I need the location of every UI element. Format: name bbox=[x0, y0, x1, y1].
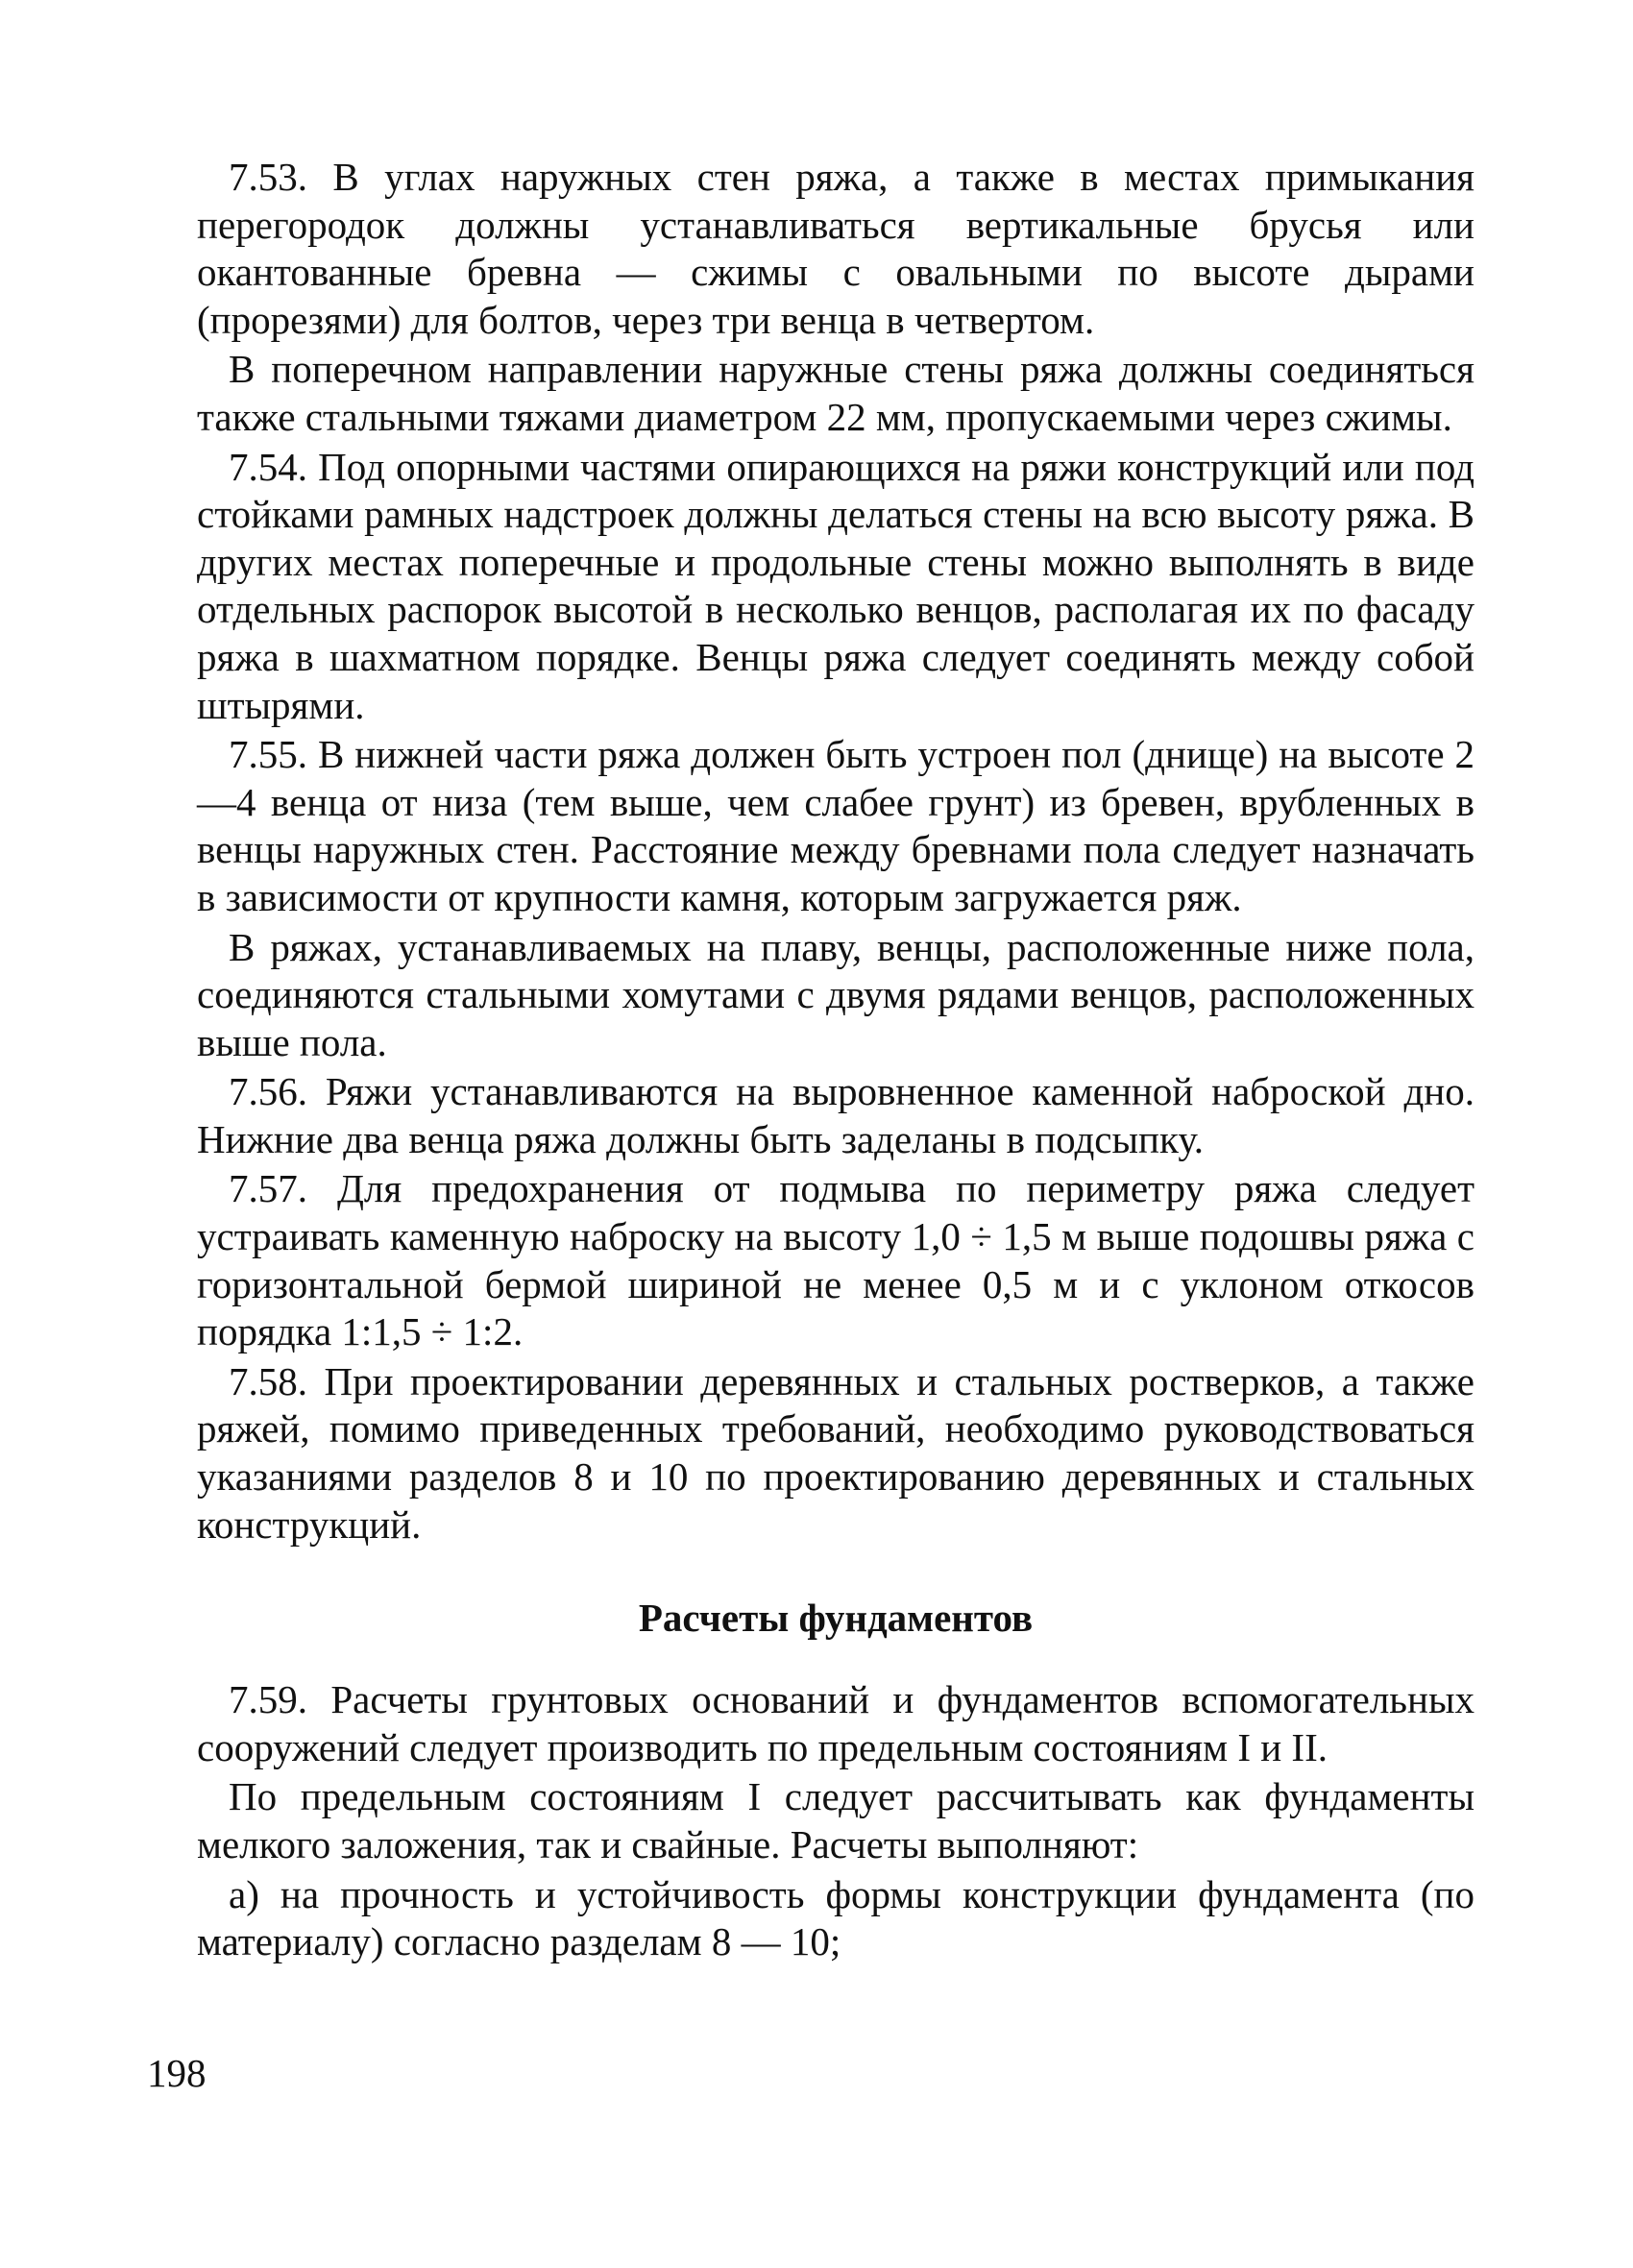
paragraph-limit-states: По предельным состояниям I следует рассчитывать как фундаменты мелкого заложения, так и свайные. Расчеты выполняют: bbox=[197, 1774, 1475, 1866]
paragraph-item-a: а) на прочность и устойчивость формы конструкции фундамента (по материалу) согласно разделам 8 — 10; bbox=[197, 1871, 1475, 1964]
paragraph-7-59: 7.59. Расчеты грунтовых оснований и фундаментов вспомогательных сооружений следует производить по предельным состояниям I и II. bbox=[197, 1677, 1475, 1769]
paragraph-7-55-cont: В ряжах, устанавливаемых на плаву, венцы, расположенные ниже пола, соединяются стальными хомутами с двумя рядами венцов, расположенных выше пола. bbox=[197, 924, 1475, 1064]
paragraph-7-56: 7.56. Ряжи устанавливаются на выровненное каменной наброской дно. Нижние два венца ряжа должны быть заделаны в подсыпку. bbox=[197, 1069, 1475, 1161]
paragraph-7-57: 7.57. Для предохранения от подмыва по периметру ряжа следует устраивать каменную наброску на высоту 1,0 ÷ 1,5 м выше подошвы ряжа с горизонтальной бермой шириной не менее 0,5 м и с уклоном откосов порядка 1:1,5 ÷ 1:2. bbox=[197, 1166, 1475, 1354]
paragraph-7-58: 7.58. При проектировании деревянных и стальных ростверков, а также ряжей, помимо приведенных требований, необходимо руководствоваться указаниями разделов 8 и 10 по проектированию деревянных и стальных конструкций. bbox=[197, 1358, 1475, 1547]
paragraph-7-53: 7.53. В углах наружных стен ряжа, а также в местах примыкания перегородок должны устанавливаться вертикальные брусья или окантованные бревна — сжимы с овальными по высоте дырами (прорезями) для болтов, через три венца в четвертом. bbox=[197, 155, 1475, 342]
page-body bbox=[197, 154, 1475, 1968]
page-number: 198 bbox=[147, 2051, 207, 2095]
paragraph-7-53-cont: В поперечном направлении наружные стены ряжа должны соединяться также стальными тяжами диаметром 22 мм, пропускаемыми через сжимы. bbox=[197, 347, 1475, 439]
section-heading: Расчеты фундаментов bbox=[638, 1596, 1034, 1641]
paragraph-7-55: 7.55. В нижней части ряжа должен быть устроен пол (днище) на высоте 2—4 венца от низа (тем выше, чем слабее грунт) из бревен, врубленных в венцы наружных стен. Расстояние между бревнами пола следует назначать в зависимости от крупности камня, которым загружается ряж. bbox=[197, 732, 1475, 919]
paragraph-7-54: 7.54. Под опорными частями опирающихся на ряжи конструкций или под стойками рамных надстроек должны делаться стены на всю высоту ряжа. В других местах поперечные и продольные стены можно выполнять в виде отдельных распорок высотой в несколько венцов, располагая их по фасаду ряжа в шахматном порядке. Венцы ряжа следует соединять между собой штырями. bbox=[197, 444, 1475, 727]
